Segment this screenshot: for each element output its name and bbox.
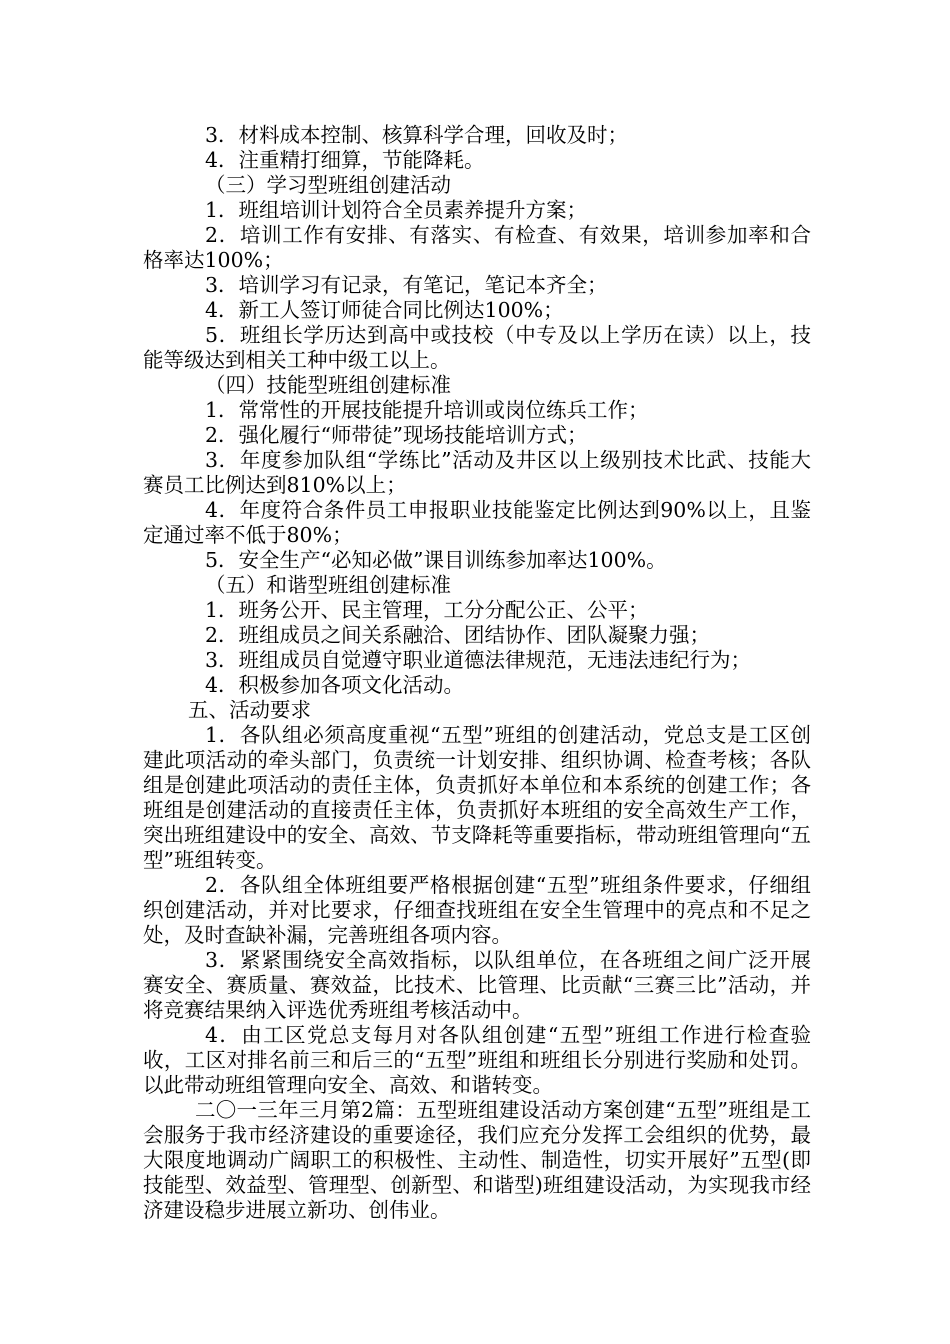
paragraph: 4．积极参加各项文化活动。 — [205, 673, 465, 697]
paragraph: 3．材料成本控制、核算科学合理，回收及时； — [205, 123, 629, 147]
paragraph: 5．班组长学历达到高中或技校（中专及以上学历在读）以上，技能等级达到相关工种中级工以上。 — [143, 323, 811, 372]
section-heading: （五）和谐型班组创建标准 — [205, 573, 451, 597]
section-heading: （三）学习型班组创建活动 — [205, 173, 451, 197]
paragraph: 3．年度参加队组“学练比”活动及井区以上级别技术比武、技能大赛员工比例达到810%以上； — [143, 448, 811, 497]
paragraph: 4．新工人签订师徒合同比例达100%； — [205, 298, 564, 322]
paragraph: 2．各队组全体班组要严格根据创建“五型”班组条件要求，仔细组织创建活动，并对比要求，仔细查找班组在安全生管理中的亮点和不足之处，及时查缺补漏，完善班组各项内容。 — [143, 873, 811, 947]
section-heading: 五、活动要求 — [188, 698, 311, 722]
paragraph: 3．班组成员自觉遵守职业道德法律规范，无违法违纪行为； — [205, 648, 752, 672]
paragraph: 4．由工区党总支每月对各队组创建“五型”班组工作进行检查验收，工区对排名前三和后三的“五型”班组和班组长分别进行奖励和处罚。以此带动班组管理向安全、高效、和谐转变。 — [143, 1023, 811, 1097]
paragraph: 1．班组培训计划符合全员素养提升方案； — [205, 198, 588, 222]
paragraph: 5．安全生产“必知必做”课目训练参加率达100%。 — [205, 548, 667, 572]
paragraph: 4．注重精打细算，节能降耗。 — [205, 148, 485, 172]
paragraph: 2．强化履行“师带徒”现场技能培训方式； — [205, 423, 588, 447]
section-heading: （四）技能型班组创建标准 — [205, 373, 451, 397]
paragraph: 2．培训工作有安排、有落实、有检查、有效果，培训参加率和合格率达100%； — [143, 223, 811, 272]
paragraph: 二〇一三年三月第2篇：五型班组建设活动方案创建“五型”班组是工会服务于我市经济建设的重要途径，我们应充分发挥工会组织的优势，最大限度地调动广阔职工的积极性、主动性、制造性，切实开展好”五型(即技能型、效益型、管理型、创新型、和谐型)班组建设活动，为实现我市经济建设稳步进展立新功、创伟业。 — [143, 1098, 811, 1222]
paragraph: 4．年度符合条件员工申报职业技能鉴定比例达到90%以上，且鉴定通过率不低于80%； — [143, 498, 811, 547]
paragraph: 3．紧紧围绕安全高效指标，以队组单位，在各班组之间广泛开展赛安全、赛质量、赛效益，比技术、比管理、比贡献“三赛三比”活动，并将竞赛结果纳入评选优秀班组考核活动中。 — [143, 948, 811, 1022]
paragraph: 1．常常性的开展技能提升培训或岗位练兵工作； — [205, 398, 649, 422]
paragraph: 3．培训学习有记录，有笔记，笔记本齐全； — [205, 273, 608, 297]
paragraph: 2．班组成员之间关系融洽、团结协作、团队凝聚力强； — [205, 623, 711, 647]
paragraph: 1．班务公开、民主管理，工分分配公正、公平； — [205, 598, 649, 622]
document-page — [143, 123, 811, 1223]
paragraph: 1．各队组必须高度重视“五型”班组的创建活动，党总支是工区创建此项活动的牵头部门，负责统一计划安排、组织协调、检查考核；各队组是创建此项活动的责任主体，负责抓好本单位和本系统的创建工作；各班组是创建活动的直接责任主体，负责抓好本班组的安全高效生产工作，突出班组建设中的安全、高效、节支降耗等重要指标，带动班组管理向“五型”班组转变。 — [143, 723, 811, 872]
